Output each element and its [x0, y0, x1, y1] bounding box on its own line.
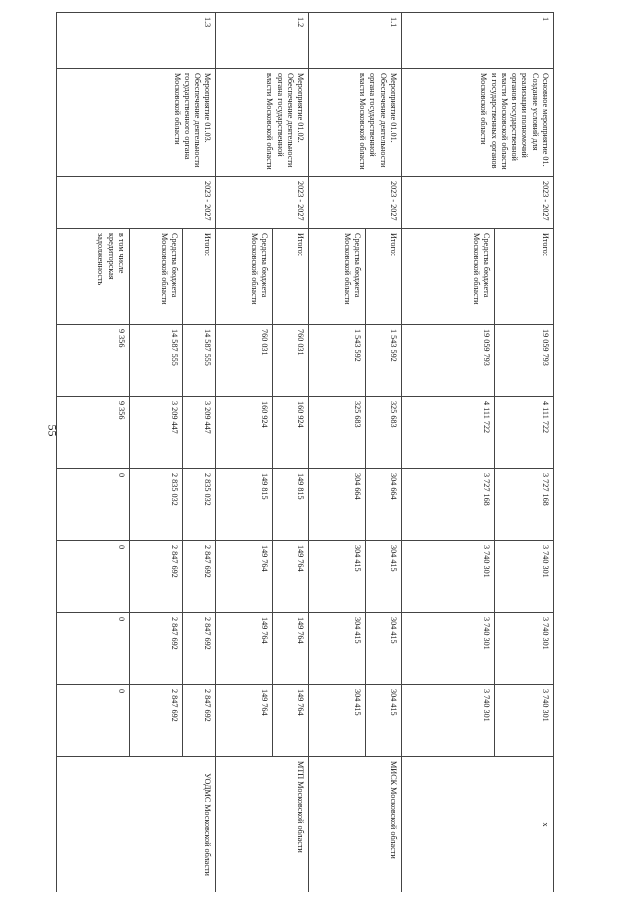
value-2027: 149 764 — [273, 685, 309, 757]
measure-name: Мероприятие 01.01. Обеспечение деятельности органа государственной власти Московской области — [309, 69, 402, 177]
value-2025: 304 415 — [366, 541, 402, 613]
value-2023: 160 924 — [216, 397, 273, 469]
value-2026: 2 847 692 — [183, 613, 216, 685]
funding-source: Средства бюджета Московской области — [216, 229, 273, 325]
value-2025: 3 740 301 — [401, 541, 495, 613]
value-2026: 304 415 — [309, 613, 366, 685]
value-2027: 149 764 — [216, 685, 273, 757]
period: 2023 - 2027 — [216, 177, 309, 229]
value-2026: 3 740 301 — [401, 613, 495, 685]
budget-table — [56, 12, 554, 892]
value-2023: 3 209 447 — [130, 397, 183, 469]
value-total: 1 543 592 — [309, 325, 366, 397]
funding-source: Итого: — [366, 229, 402, 325]
table-row — [366, 13, 402, 893]
table-row — [183, 13, 216, 893]
table-row — [495, 13, 554, 893]
value-2024: 149 815 — [273, 469, 309, 541]
value-2027: 3 740 301 — [495, 685, 554, 757]
value-2026: 0 — [57, 613, 130, 685]
value-total: 760 031 — [273, 325, 309, 397]
value-2024: 149 815 — [216, 469, 273, 541]
funding-source: Средства бюджета Московской области — [130, 229, 183, 325]
value-2025: 2 847 692 — [183, 541, 216, 613]
value-2026: 2 847 692 — [130, 613, 183, 685]
value-2023: 4 111 722 — [401, 397, 495, 469]
value-2024: 304 664 — [366, 469, 402, 541]
row-number: 1.3 — [57, 13, 216, 69]
funding-source: Итого: — [495, 229, 554, 325]
value-2027: 3 740 301 — [401, 685, 495, 757]
value-2024: 0 — [57, 469, 130, 541]
executor: x — [401, 757, 553, 893]
funding-source: Средства бюджета Московской области — [401, 229, 495, 325]
value-2024: 3 727 168 — [401, 469, 495, 541]
value-2026: 149 764 — [273, 613, 309, 685]
value-2027: 304 415 — [309, 685, 366, 757]
measure-name: Основное мероприятие 01. Создание условий для реализации полномочий органов государственной власти Московской области и государственных органов Московской области — [401, 69, 553, 177]
value-2023: 325 683 — [309, 397, 366, 469]
value-total: 1 543 592 — [366, 325, 402, 397]
value-total: 19 059 793 — [495, 325, 554, 397]
value-2027: 2 847 692 — [183, 685, 216, 757]
value-2023: 9 356 — [57, 397, 130, 469]
value-total: 14 587 555 — [130, 325, 183, 397]
funding-source: в том числе кредиторская задолженность — [57, 229, 130, 325]
value-2023: 3 209 447 — [183, 397, 216, 469]
value-2026: 3 740 301 — [495, 613, 554, 685]
value-2025: 149 764 — [216, 541, 273, 613]
value-2027: 0 — [57, 685, 130, 757]
value-2024: 3 727 168 — [495, 469, 554, 541]
executor: УОДМС Московской области — [57, 757, 216, 893]
value-2025: 2 847 692 — [130, 541, 183, 613]
funding-source: Итого: — [183, 229, 216, 325]
value-2026: 149 764 — [216, 613, 273, 685]
funding-source: Средства бюджета Московской области — [309, 229, 366, 325]
row-number: 1 — [401, 13, 553, 69]
measure-name: Мероприятие 01.02. Обеспечение деятельности органа государственной власти Московской области — [216, 69, 309, 177]
value-2026: 304 415 — [366, 613, 402, 685]
value-2027: 304 415 — [366, 685, 402, 757]
measure-name: Мероприятие 01.03. Обеспечение деятельности государственного органа Московской области — [57, 69, 216, 177]
value-2023: 325 683 — [366, 397, 402, 469]
period: 2023 - 2027 — [57, 177, 216, 229]
value-2024: 304 664 — [309, 469, 366, 541]
table-frame — [56, 12, 554, 892]
row-number: 1.2 — [216, 13, 309, 69]
value-total: 760 031 — [216, 325, 273, 397]
period: 2023 - 2027 — [401, 177, 553, 229]
value-2027: 2 847 692 — [130, 685, 183, 757]
page-number: 55 — [45, 424, 60, 437]
funding-source: Итого: — [273, 229, 309, 325]
value-2025: 149 764 — [273, 541, 309, 613]
executor: МИСК Московской области — [309, 757, 402, 893]
value-2024: 2 835 032 — [130, 469, 183, 541]
value-total: 14 587 555 — [183, 325, 216, 397]
value-total: 19 059 793 — [401, 325, 495, 397]
period: 2023 - 2027 — [309, 177, 402, 229]
value-2025: 3 740 301 — [495, 541, 554, 613]
rotated-table-wrapper — [56, 12, 554, 892]
value-2023: 4 111 722 — [495, 397, 554, 469]
value-2024: 2 835 032 — [183, 469, 216, 541]
value-2023: 160 924 — [273, 397, 309, 469]
value-2025: 304 415 — [309, 541, 366, 613]
value-2025: 0 — [57, 541, 130, 613]
table-row — [273, 13, 309, 893]
row-number: 1.1 — [309, 13, 402, 69]
executor: МТП Московской области — [216, 757, 309, 893]
value-total: 9 356 — [57, 325, 130, 397]
